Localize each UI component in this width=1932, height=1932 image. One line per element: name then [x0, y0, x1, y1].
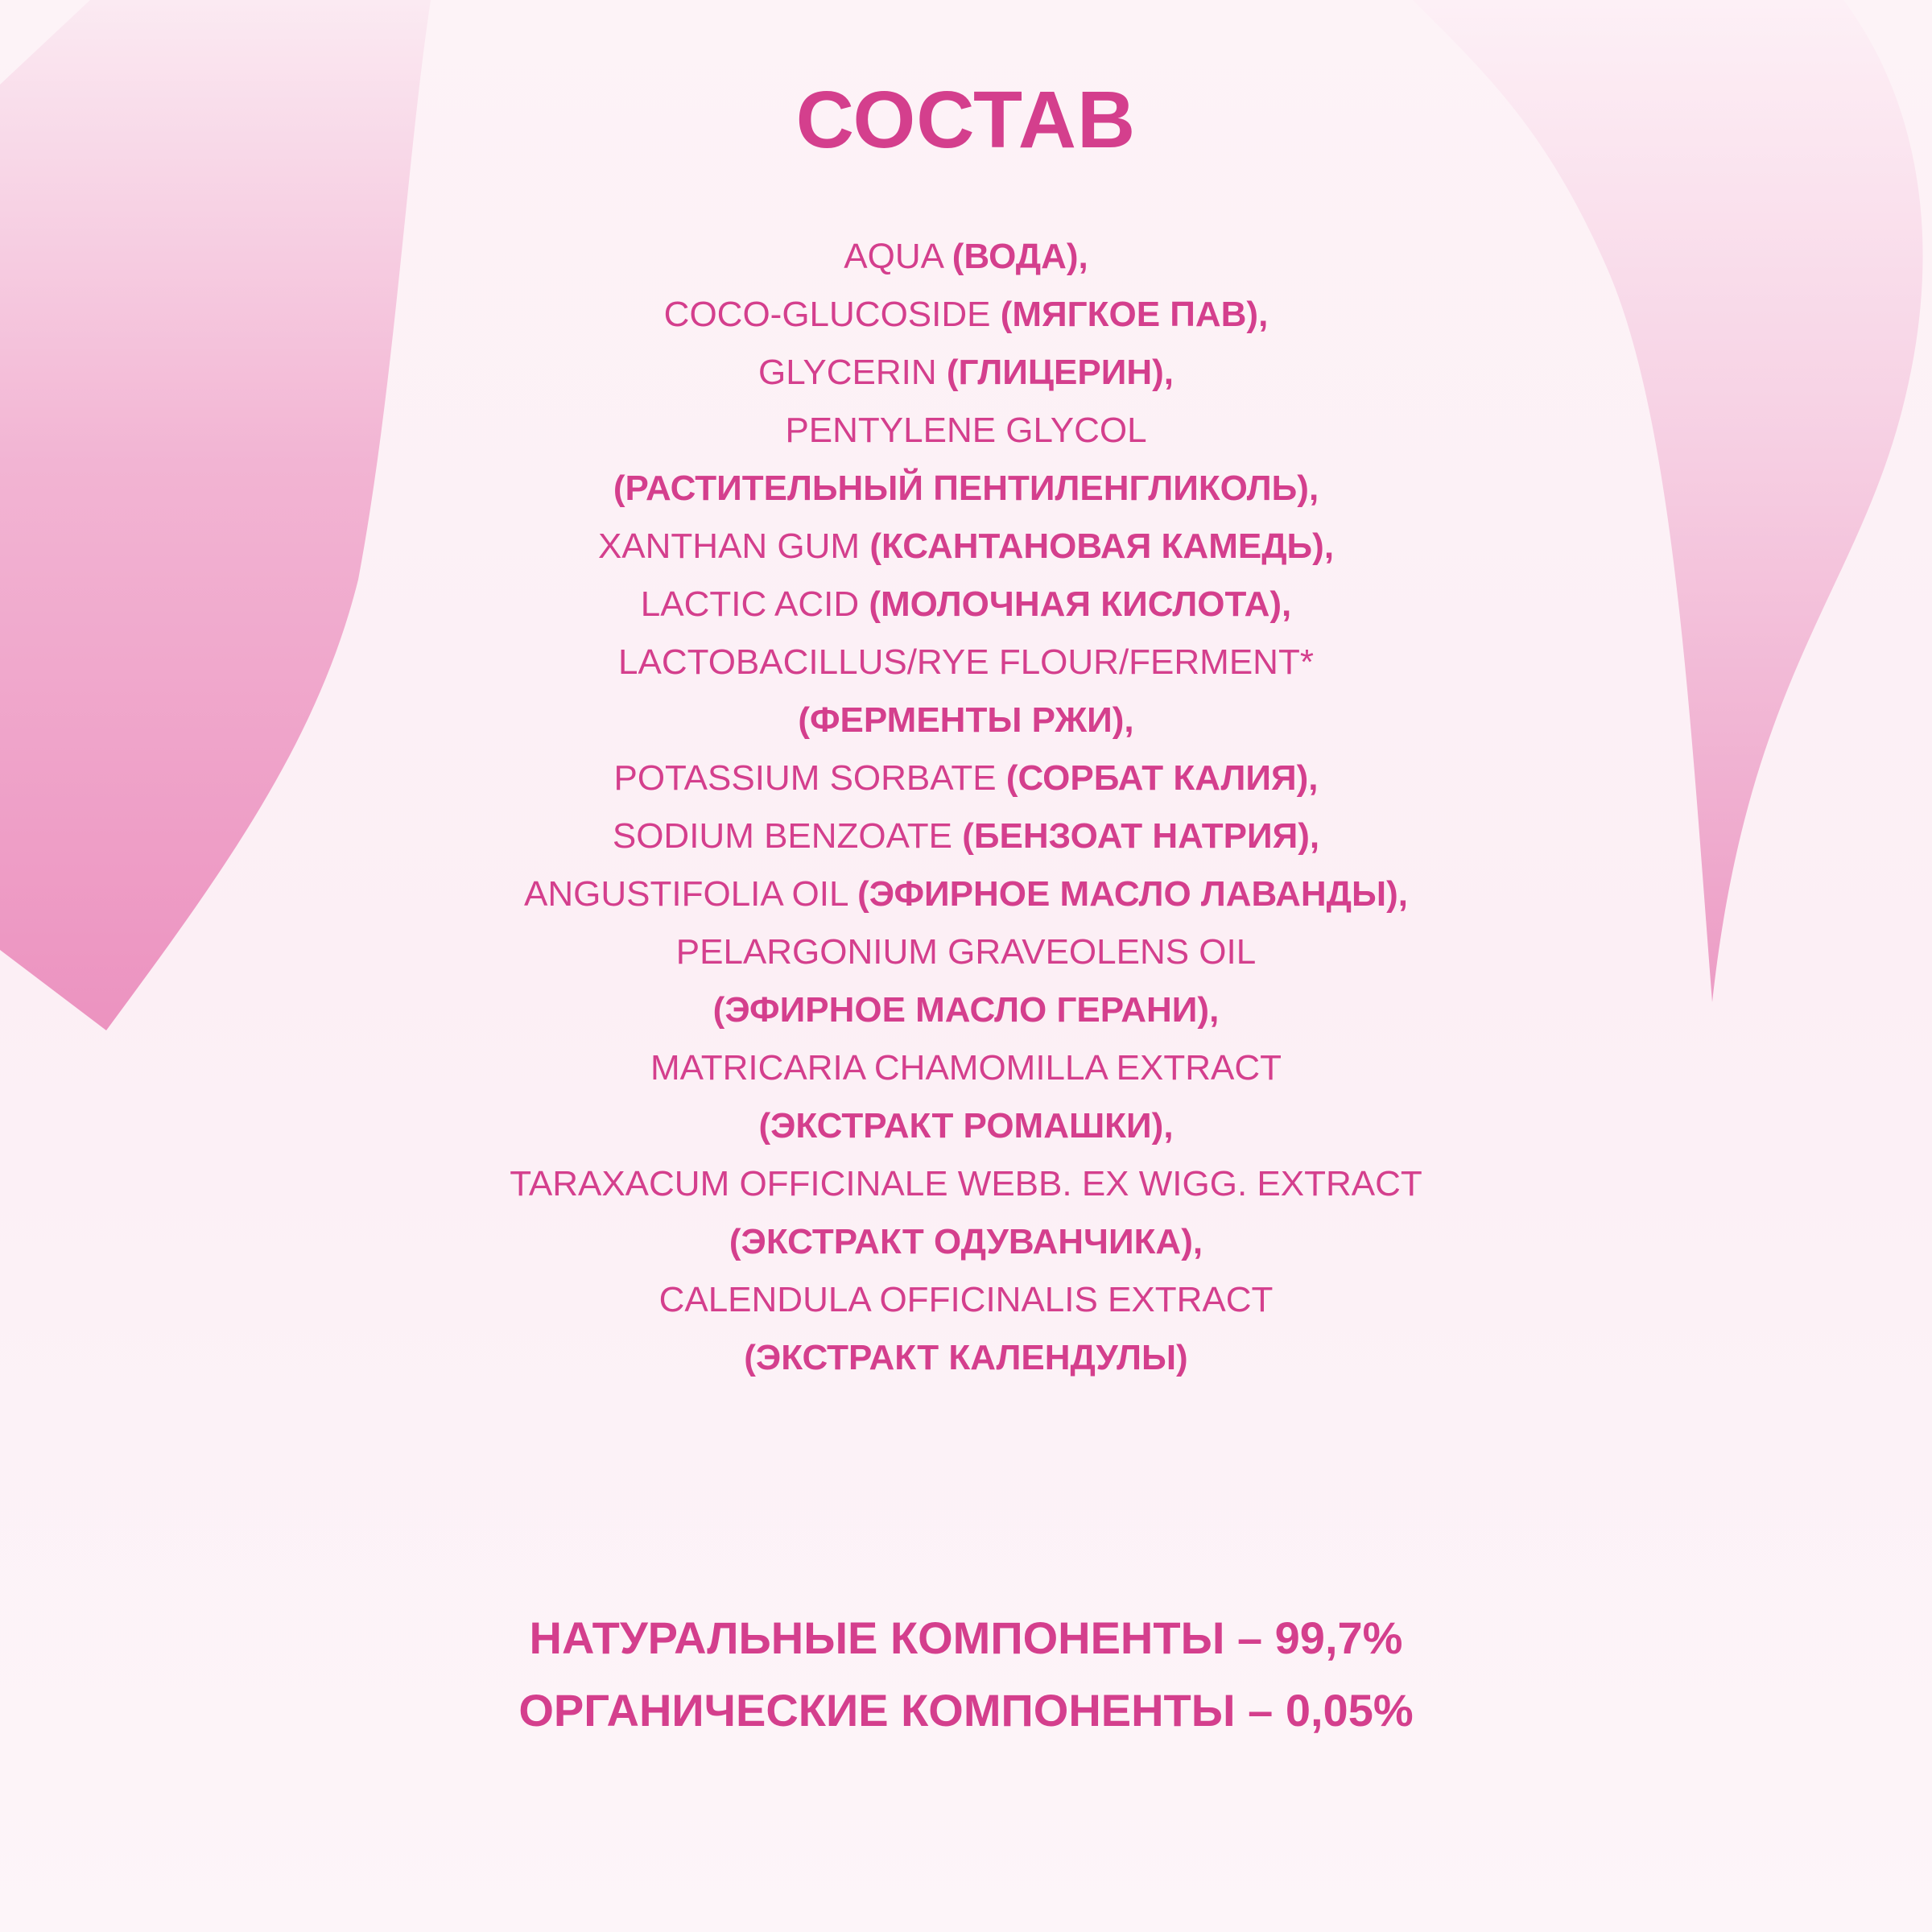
- ingredient-line: [242, 402, 1690, 460]
- ingredient-latin: MATRICARIA CHAMOMILLA EXTRACT: [650, 1048, 1282, 1088]
- ingredient-line: [242, 691, 1690, 749]
- ingredient-line: [242, 344, 1690, 402]
- ingredient-latin: LACTOBACILLUS/RYE FLOUR/FERMENT*: [618, 642, 1314, 682]
- ingredient-line: [242, 749, 1690, 807]
- ingredient-line: [242, 1213, 1690, 1271]
- ingredient-russian: (ЭКСТРАКТ РОМАШКИ),: [758, 1106, 1174, 1146]
- ingredient-russian: (МОЛОЧНАЯ КИСЛОТА),: [869, 584, 1292, 624]
- ingredient-latin: XANTHAN GUM: [597, 526, 861, 566]
- natural-components-total: НАТУРАЛЬНЫЕ КОМПОНЕНТЫ – 99,7%: [529, 1612, 1403, 1663]
- ingredient-line: [242, 228, 1690, 286]
- ingredient-line: [242, 981, 1690, 1039]
- ingredient-line: [242, 923, 1690, 981]
- ingredient-line: [242, 1039, 1690, 1097]
- ingredient-russian: (ЭФИРНОЕ МАСЛО ЛАВАНДЫ),: [857, 874, 1408, 914]
- ingredient-line: [242, 1329, 1690, 1387]
- ingredient-latin: ANGUSTIFOLIA OIL: [524, 874, 848, 914]
- ingredient-latin: GLYCERIN: [758, 353, 937, 392]
- ingredient-latin: PENTYLENE GLYCOL: [785, 411, 1147, 450]
- ingredient-line: [242, 807, 1690, 865]
- ingredient-russian: (ВОДА),: [952, 237, 1088, 276]
- page-title: СОСТАВ: [795, 75, 1137, 165]
- ingredient-line: [242, 634, 1690, 691]
- ingredient-latin: SODIUM BENZOATE: [612, 816, 952, 856]
- ingredient-russian: (ЭФИРНОЕ МАСЛО ГЕРАНИ),: [712, 990, 1220, 1030]
- ingredient-russian: (КСАНТАНОВАЯ КАМЕДЬ),: [869, 526, 1335, 566]
- ingredient-line: [242, 1271, 1690, 1329]
- ingredient-latin: TARAXACUM OFFICINALE WEBB. EX WIGG. EXTRACT: [510, 1164, 1422, 1203]
- ingredient-russian: (РАСТИТЕЛЬНЫЙ ПЕНТИЛЕНГЛИКОЛЬ),: [613, 469, 1319, 508]
- ingredient-russian: (БЕНЗОАТ НАТРИЯ),: [962, 816, 1320, 856]
- ingredient-latin: AQUA: [844, 237, 943, 276]
- ingredient-latin: POTASSIUM SORBATE: [613, 758, 997, 798]
- ingredient-russian: (ГЛИЦЕРИН),: [946, 353, 1174, 392]
- ingredient-russian: (СОРБАТ КАЛИЯ),: [1005, 758, 1319, 798]
- ingredient-russian: (ФЕРМЕНТЫ РЖИ),: [798, 700, 1134, 740]
- ingredient-line: [242, 576, 1690, 634]
- ingredient-russian: (ЭКСТРАКТ ОДУВАНЧИКА),: [729, 1222, 1203, 1261]
- ingredient-latin: CALENDULA OFFICINALIS EXTRACT: [658, 1280, 1274, 1319]
- ingredient-latin: PELARGONIUM GRAVEOLENS OIL: [675, 932, 1257, 972]
- organic-components-total: ОРГАНИЧЕСКИЕ КОМПОНЕНТЫ – 0,05%: [518, 1685, 1414, 1736]
- ingredient-line: [242, 865, 1690, 923]
- ingredient-russian: (ЭКСТРАКТ КАЛЕНДУЛЫ): [744, 1338, 1188, 1377]
- ingredient-line: [242, 286, 1690, 344]
- ingredient-line: [242, 460, 1690, 518]
- component-totals: [0, 1602, 1932, 1747]
- ingredient-russian: (МЯГКОЕ ПАВ),: [1000, 295, 1269, 334]
- ingredient-line: [242, 1097, 1690, 1155]
- ingredient-line: [242, 1155, 1690, 1213]
- ingredient-latin: COCO-GLUCOSIDE: [663, 295, 991, 334]
- ingredient-list: [242, 228, 1690, 1387]
- ingredient-line: [242, 518, 1690, 576]
- ingredient-latin: LACTIC ACID: [640, 584, 860, 624]
